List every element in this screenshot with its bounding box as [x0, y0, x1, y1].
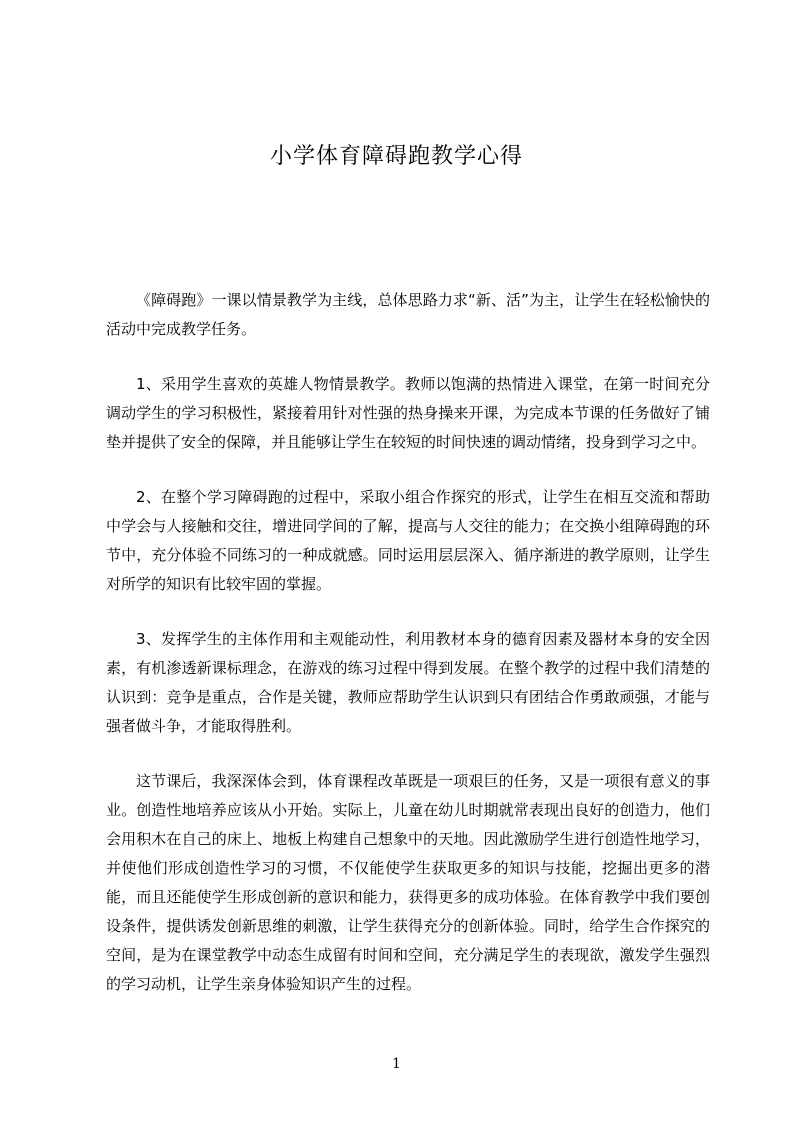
paragraph-point-3: 3、发挥学生的主体作用和主观能动性，利用教材本身的德育因素及器材本身的安全因素，有机渗透新课标理念，在游戏的练习过程中得到发展。在整个教学的过程中我们清楚的认识到：竞争是重点，合作是关键，教师应帮助学生认识到只有团结合作勇敢顽强，才能与强者做斗争，才能取得胜利。: [106, 630, 710, 735]
paragraph-intro: 《障碍跑》一课以情景教学为主线，总体思路力求“新、活”为主，让学生在轻松愉快的活动中完成教学任务。: [106, 291, 710, 338]
paragraph-conclusion: 这节课后，我深深体会到，体育课程改革既是一项艰巨的任务，又是一项很有意义的事业。创造性地培养应该从小开始。实际上，儿童在幼儿时期就常表现出良好的创造力，他们会用积木在自己的床上、地板上构建自己想象中的天地。因此激励学生进行创造性地学习，并使他们形成创造性学习的习惯，不仅能使学生获取更多的知识与技能，挖掘出更多的潜能，而且还能使学生形成创新的意识和能力，获得更多的成功体验。在体育教学中我们要创设条件，提供诱发创新思维的刺激，让学生获得充分的创新体验。同时，给学生合作探究的空间，是为在课堂教学中动态生成留有时间和空间，充分满足学生的表现欲，激发学生强烈的学习动机，让学生亲身体验知识产生的过程。: [106, 772, 710, 993]
page-title: 小学体育障碍跑教学心得: [269, 144, 523, 169]
document-body: [106, 286, 710, 1025]
paragraph-point-2: 2、在整个学习障碍跑的过程中，采取小组合作探究的形式，让学生在相互交流和帮助中学会与人接触和交往，增进同学间的了解，提高与人交往的能力；在交换小组障碍跑的环节中，充分体验不同练习的一种成就感。同时运用层层深入、循序渐进的教学原则，让学生对所学的知识有比较牢固的掌握。: [106, 488, 710, 593]
paragraph-point-1: 1、采用学生喜欢的英雄人物情景教学。教师以饱满的热情进入课堂，在第一时间充分调动学生的学习积极性，紧接着用针对性强的热身操来开课，为完成本节课的任务做好了铺垫并提供了安全的保障，并且能够让学生在较短的时间快速的调动情绪，投身到学习之中。: [106, 375, 710, 451]
page-number: 1: [392, 1056, 401, 1072]
